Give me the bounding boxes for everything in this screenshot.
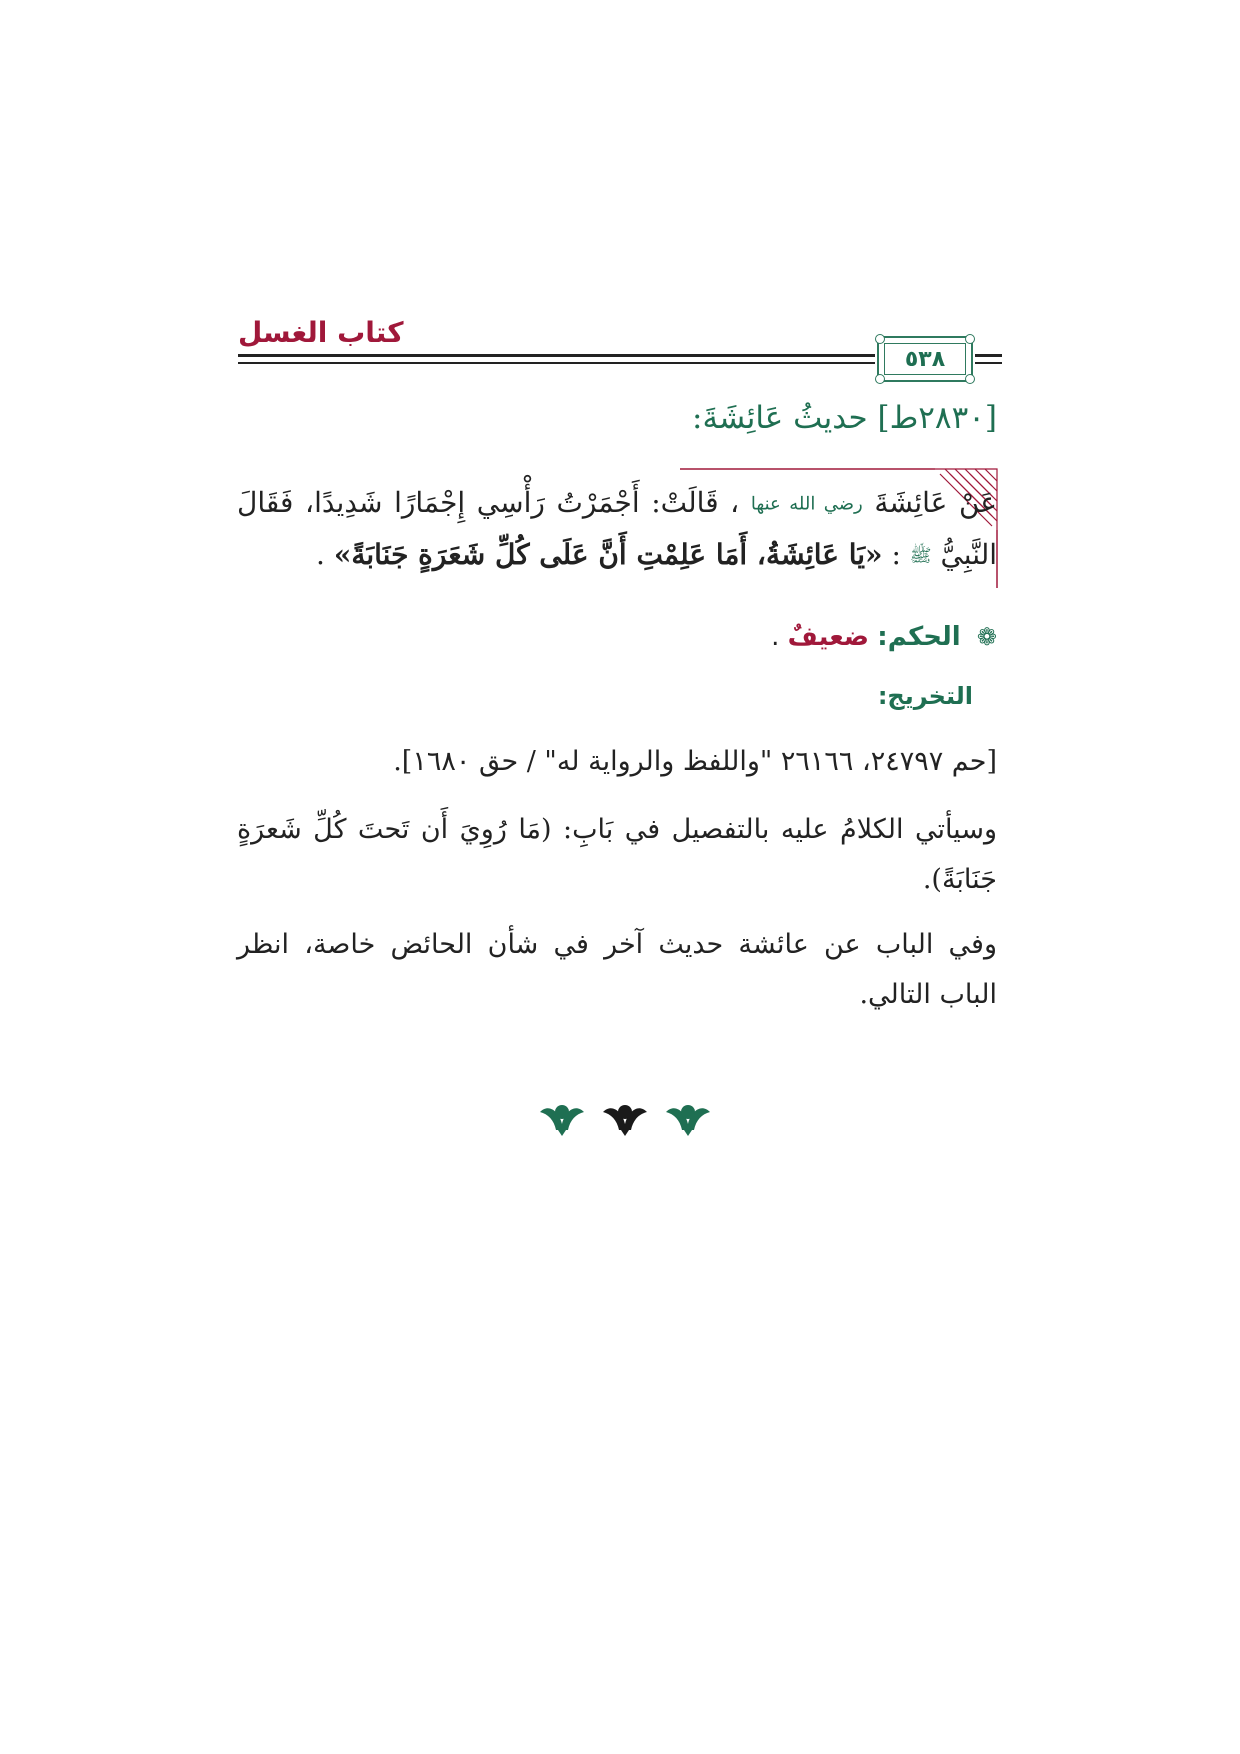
page-number: ٥٣٨ xyxy=(884,343,966,375)
note-paragraph: وسيأتي الكلامُ عليه بالتفصيل في بَابِ: (مَا رُوِيَ أَن تَحتَ كُلِّ شَعرَةٍ جَنَابَةً). xyxy=(237,814,997,895)
verdict xyxy=(771,622,997,652)
hadith-text-before: عَنْ عَائِشَةَ xyxy=(874,486,997,519)
verdict-end: . xyxy=(771,622,780,652)
section-end-ornaments xyxy=(520,1096,730,1136)
hadith-text-colon: : xyxy=(882,537,901,571)
hadith-text-middle: ، قَالَتْ: أَجْمَرْتُ رَأْسِي إِجْمَارًا شَدِيدًا، فَقَالَ النَّبِيُّ xyxy=(237,486,997,571)
see-also-paragraph: وفي الباب عن عائشة حديث آخر في شأن الحائض خاصة، انظر الباب التالي. xyxy=(237,929,997,1010)
page-number-badge xyxy=(877,336,973,382)
verdict-value: ضعيفٌ xyxy=(787,622,870,652)
hadith-text-end: . xyxy=(316,537,325,571)
radiya-honorific: رضي الله عنها xyxy=(750,493,863,515)
header-rule-bottom xyxy=(238,362,875,364)
chapter-title: كتاب الغسل xyxy=(238,316,404,349)
takhrij-references: [حم ٢٤٧٩٧، ٢٦١٦٦ "واللفظ والرواية له" / حق ١٦٨٠]. xyxy=(393,746,997,777)
lotus-ornament-icon xyxy=(540,1105,584,1136)
hadith-quote: «يَا عَائِشَةُ، أَمَا عَلِمْتِ أَنَّ عَلَى كُلِّ شَعَرَةٍ جَنَابَةً» xyxy=(333,537,883,571)
header-rule-top xyxy=(238,354,875,357)
salla-honorific: ﷺ xyxy=(909,545,932,566)
lotus-ornament-icon xyxy=(603,1105,647,1136)
hadith-heading: [٢٨٣٠ط] حديثُ عَائِشَةَ: xyxy=(692,400,997,436)
verdict-label: الحكم: xyxy=(877,622,961,652)
takhrij-label: التخريج: xyxy=(877,682,973,710)
lotus-ornament-icon xyxy=(666,1105,710,1136)
hadith-text xyxy=(237,478,997,581)
header-rule-right-bottom xyxy=(975,362,1002,364)
header-rule-right-top xyxy=(975,354,1002,357)
flower-rosette-icon: ❁ xyxy=(976,623,997,651)
